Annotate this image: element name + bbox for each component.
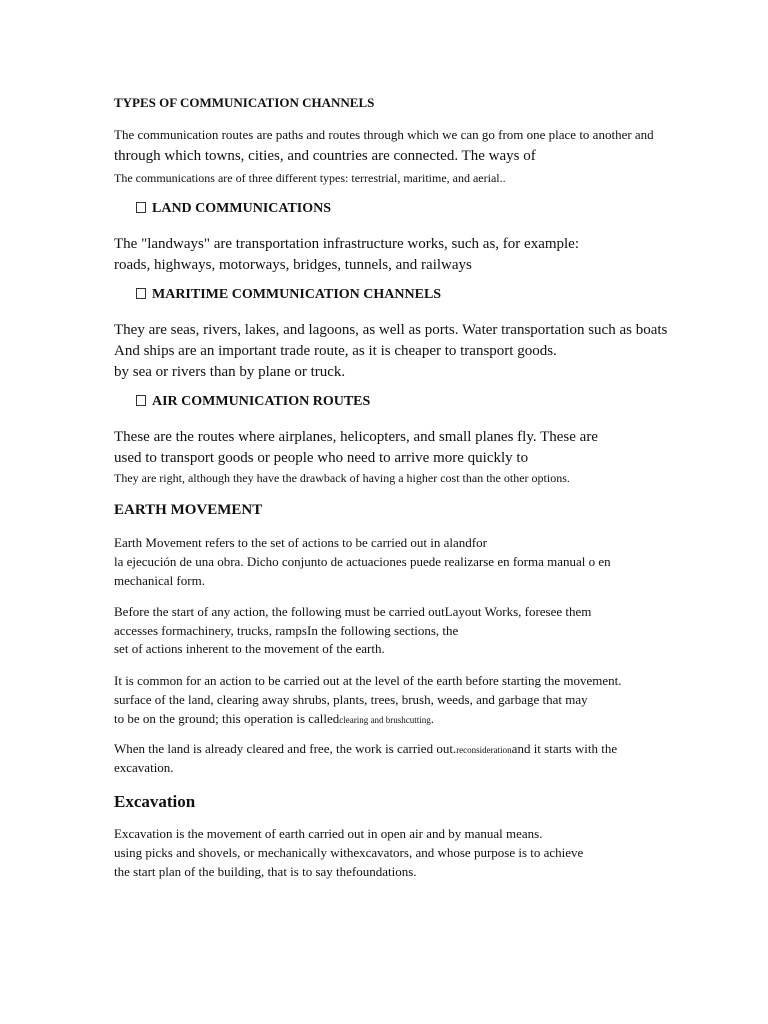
earth-p4-line-1-end: and it starts with the	[511, 741, 618, 756]
excavation-line-3: the start plan of the building, that is to say thefoundations.	[114, 864, 417, 879]
earth-p3-line-3-text: to be on the ground; this operation is called	[114, 711, 340, 726]
air-line-2: used to transport goods or people who need to arrive more quickly to	[114, 450, 529, 466]
earth-heading: EARTH MOVEMENT	[114, 502, 263, 518]
excavation-line-2: using picks and shovels, or mechanically withexcavators, and whose purpose is to achieve	[114, 845, 584, 860]
air-heading	[136, 395, 370, 409]
earth-p3-line-3-end: .	[430, 711, 435, 726]
earth-p2-line-3: set of actions inherent to the movement of the earth.	[114, 641, 385, 656]
air-line-3: They are right, although they have the drawback of having a higher cost than the other options.	[114, 471, 570, 485]
earth-p4-line-1-text: When the land is already cleared and free, the work is carried out.	[114, 741, 457, 756]
earth-p1-line-3: mechanical form.	[114, 573, 205, 588]
maritime-heading-text: MARITIME COMMUNICATION CHANNELS	[152, 287, 442, 302]
earth-p2-line-2: accesses formachinery, trucks, rampsIn the following sections, the	[114, 623, 459, 638]
air-heading-text: AIR COMMUNICATION ROUTES	[152, 394, 371, 409]
earth-p4-line-1	[114, 742, 617, 755]
bullet-box-icon	[136, 288, 146, 299]
excavation-heading: Excavation	[114, 792, 196, 811]
maritime-line-2: And ships are an important trade route, as it is cheaper to transport goods.	[114, 343, 557, 359]
excavation-line-1: Excavation is the movement of earth carried out in open air and by manual means.	[114, 826, 543, 841]
bullet-box-icon	[136, 202, 146, 213]
page-title: TYPES OF COMMUNICATION CHANNELS	[114, 95, 375, 110]
land-heading-text: LAND COMMUNICATIONS	[152, 201, 332, 216]
earth-p4-small-text: reconsideration	[456, 745, 512, 755]
earth-p1-line-2: la ejecución de una obra. Dicho conjunto de actuaciones puede realizarse en forma manual o en	[114, 554, 611, 569]
earth-p3-line-3	[114, 712, 434, 725]
maritime-heading	[136, 288, 441, 302]
maritime-line-3: by sea or rivers than by plane or truck.	[114, 364, 346, 380]
land-line-2: roads, highways, motorways, bridges, tunnels, and railways	[114, 257, 472, 273]
land-heading	[136, 202, 331, 216]
earth-p1-line-1: Earth Movement refers to the set of actions to be carried out in alandfor	[114, 535, 487, 550]
earth-p3-line-1: It is common for an action to be carried out at the level of the earth before starting the movement.	[114, 673, 622, 688]
earth-p2-line-1: Before the start of any action, the following must be carried outLayout Works, foresee them	[114, 604, 592, 619]
earth-p3-line-2: surface of the land, clearing away shrubs, plants, trees, brush, weeds, and garbage that may	[114, 692, 588, 707]
air-line-1: These are the routes where airplanes, helicopters, and small planes fly. These are	[114, 429, 598, 445]
maritime-line-1: They are seas, rivers, lakes, and lagoons, as well as ports. Water transportation such as boats	[114, 322, 668, 338]
earth-p3-small-text: clearing and brushcutting	[339, 715, 431, 725]
intro-line-3: The communications are of three different types: terrestrial, maritime, and aerial..	[114, 171, 506, 185]
bullet-box-icon	[136, 395, 146, 406]
land-line-1: The "landways" are transportation infrastructure works, such as, for example:	[114, 236, 580, 252]
intro-line-2: through which towns, cities, and countries are connected. The ways of	[114, 148, 536, 164]
earth-p4-line-2: excavation.	[114, 760, 174, 775]
intro-line-1: The communication routes are paths and routes through which we can go from one place to another and	[114, 127, 654, 142]
